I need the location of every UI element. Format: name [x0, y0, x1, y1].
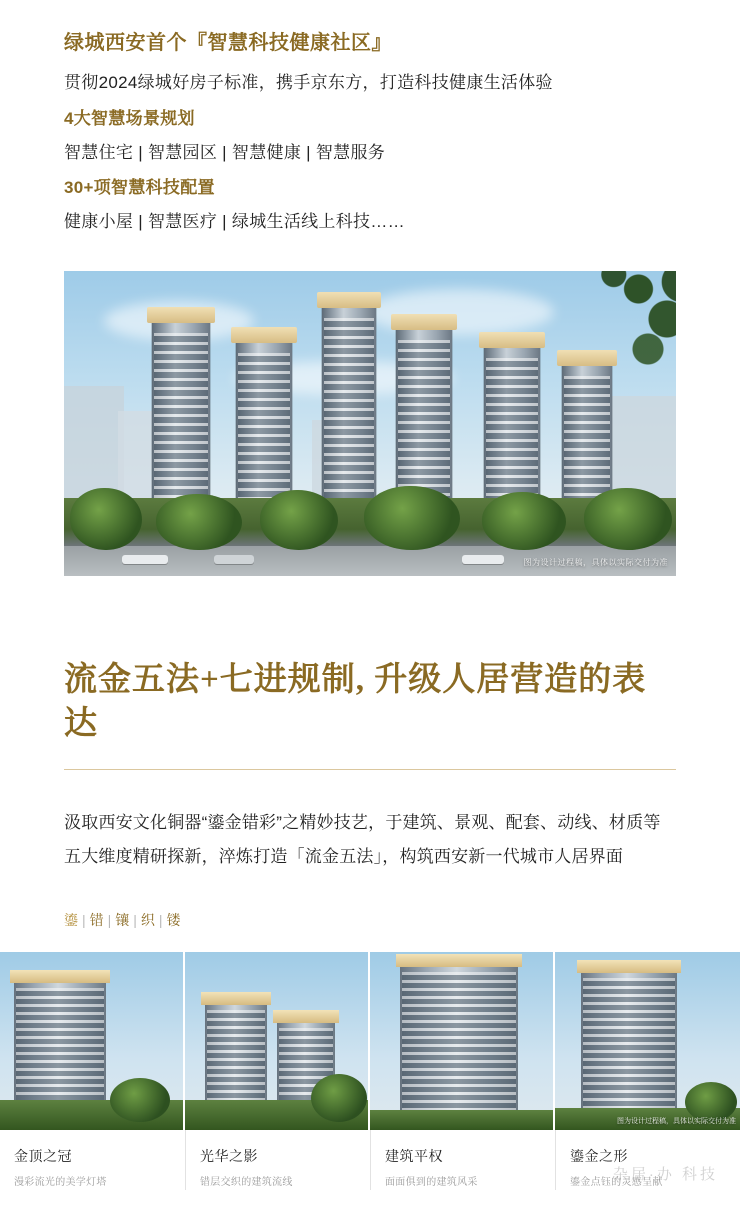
background-building — [64, 386, 124, 506]
tower-building — [396, 326, 452, 504]
hero-disclaimer: 图为设计过程稿，具体以实际交付为准 — [523, 557, 668, 567]
tower-crown — [317, 292, 381, 308]
gallery-caption — [0, 1130, 185, 1190]
keyword-2: 错 — [89, 911, 106, 928]
intro-subheading-2: 30+项智慧科技配置 — [64, 178, 215, 198]
tower-building — [581, 970, 677, 1130]
keyword-separator: | — [82, 911, 88, 928]
tower-facade — [564, 376, 610, 504]
intro-heading: 绿城西安首个『智慧科技健康社区』 — [64, 32, 392, 54]
light-shadow-thumbnail[interactable] — [185, 952, 370, 1130]
keyword-5: 镂 — [166, 911, 183, 928]
gallery-item-subtitle: 面面俱到的建筑风采 — [385, 1176, 478, 1188]
section-body-text: 汲取西安文化铜器“鎏金错彩”之精妙技艺，于建筑、景观、配套、动线、材质等五大维度精研探新，淬炼打造「流金五法」，构筑西安新一代城市人居界面 — [64, 812, 661, 866]
architecture-equality-thumbnail[interactable] — [370, 952, 555, 1130]
keyword-separator: | — [107, 911, 114, 928]
intro-line-1: 贯彻2024绿城好房子标准，携手京东方，打造科技健康生活体验 — [64, 73, 553, 92]
gallery-item[interactable] — [0, 952, 185, 1190]
tree-shape — [364, 486, 460, 550]
keyword-1: 鎏 — [64, 911, 80, 928]
intro-section — [0, 0, 740, 237]
section-divider — [64, 769, 676, 770]
golden-crown-thumbnail[interactable] — [0, 952, 185, 1130]
keyword-row — [64, 910, 676, 930]
page-watermark: 杂居·办 科技 — [612, 1165, 718, 1183]
gallery-item-title: 鎏金之形 — [570, 1147, 628, 1164]
car-shape — [122, 555, 168, 564]
keyword-4: 织 — [140, 911, 157, 928]
tower-facade — [398, 340, 450, 504]
intro-subheading-1: 4大智慧场景规划 — [64, 108, 195, 128]
tower-facade — [402, 972, 516, 1130]
tower-building — [400, 964, 518, 1130]
tree-shape — [482, 492, 566, 550]
tree-shape — [156, 494, 242, 550]
feature-gallery — [0, 952, 740, 1190]
car-shape — [214, 555, 254, 564]
tower-crown — [231, 327, 297, 343]
gallery-item-subtitle: 漫彩流光的美学灯塔 — [14, 1176, 107, 1188]
tower-crown — [396, 954, 522, 967]
hero-image — [64, 271, 676, 576]
tree-shape — [110, 1078, 170, 1122]
feature-section — [0, 658, 740, 930]
gallery-disclaimer: 图为设计过程稿，具体以实际交付为准 — [617, 1117, 736, 1125]
tower-facade — [154, 333, 208, 504]
gallery-item-subtitle: 鎏金点钰的灵感呈献 — [570, 1176, 663, 1188]
car-shape — [462, 555, 504, 564]
tower-building — [236, 339, 292, 504]
tower-building — [152, 319, 210, 504]
intro-line-2: 智慧住宅 | 智慧园区 | 智慧健康 | 智慧服务 — [64, 142, 386, 162]
gallery-item-title: 金顶之冠 — [14, 1147, 72, 1164]
tree-shape — [70, 488, 142, 550]
gallery-item[interactable] — [555, 952, 740, 1190]
tower-crown — [391, 314, 457, 330]
tower-crown — [147, 307, 215, 323]
gallery-caption — [185, 1130, 370, 1190]
gallery-caption — [370, 1130, 555, 1190]
tree-shape — [260, 490, 338, 550]
tower-crown — [577, 960, 681, 973]
gilded-form-thumbnail[interactable] — [555, 952, 740, 1130]
gallery-item[interactable] — [370, 952, 555, 1190]
tree-shape — [584, 488, 672, 550]
hero-image-wrapper — [64, 271, 676, 576]
tower-crown — [201, 992, 271, 1005]
intro-line-3: 健康小屋 | 智慧医疗 | 绿城生活线上科技…… — [64, 212, 405, 231]
gallery-item-subtitle: 错层交织的建筑流线 — [200, 1176, 293, 1188]
tower-facade — [324, 318, 374, 504]
keyword-separator: | — [133, 911, 139, 928]
gallery-item-title: 建筑平权 — [385, 1147, 443, 1164]
section-title: 流金五法+七进规制, 升级人居营造的表达 — [64, 661, 647, 743]
tower-crown — [10, 970, 110, 983]
tower-crown — [273, 1010, 339, 1023]
gallery-item-title: 光华之影 — [200, 1147, 258, 1164]
tower-facade — [238, 353, 290, 504]
gallery-item[interactable] — [185, 952, 370, 1190]
tree-shape — [311, 1074, 367, 1122]
foreground-foliage — [496, 271, 676, 385]
tower-building — [322, 304, 376, 504]
keyword-separator: | — [158, 911, 165, 928]
keyword-3: 镶 — [115, 911, 132, 928]
ground-landscape — [370, 1110, 553, 1130]
